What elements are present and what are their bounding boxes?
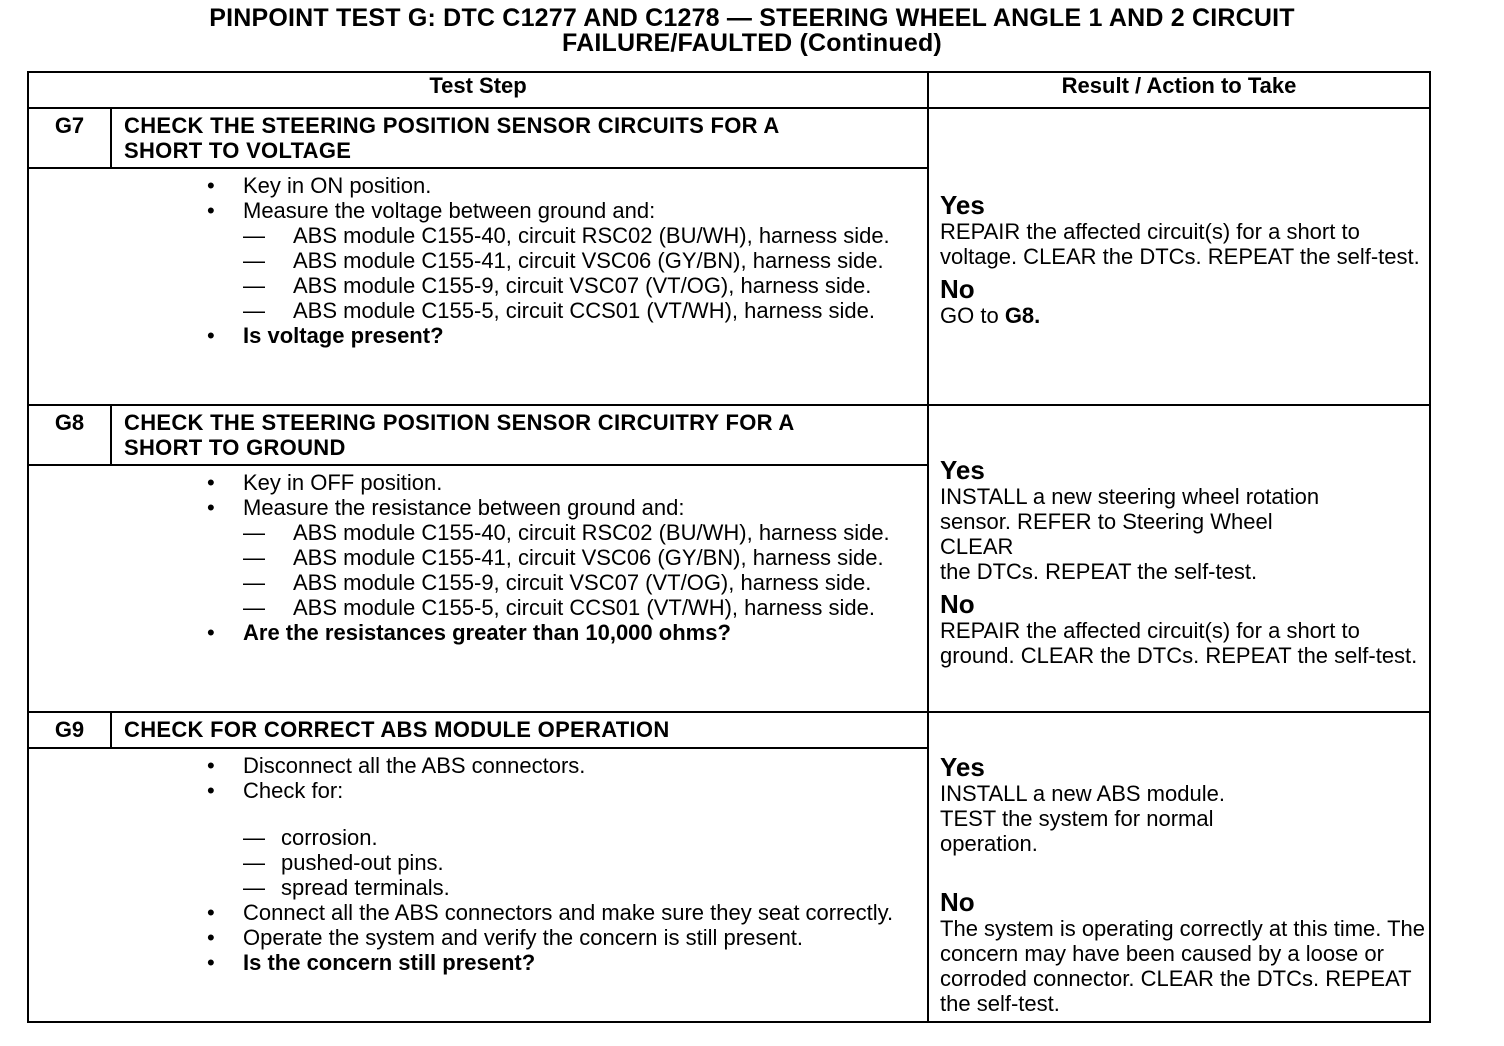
dash-marker: — — [243, 570, 265, 595]
page-title-line-1: PINPOINT TEST G: DTC C1277 AND C1278 — STEERING WHEEL ANGLE 1 AND 2 CIRCUIT — [209, 4, 1295, 32]
step-body-g9 — [111, 748, 928, 1022]
dash-marker: — — [243, 273, 265, 298]
bullet-marker: • — [207, 950, 215, 975]
list-item — [111, 495, 917, 520]
result-yes-text-g8 — [940, 484, 1425, 584]
bullet-marker: • — [207, 778, 215, 803]
list-item-text: Connect all the ABS connectors and make sure they seat correctly. — [243, 900, 894, 925]
dash-marker: — — [243, 298, 265, 323]
step-list-gap — [111, 803, 927, 825]
table-header-row — [28, 72, 1430, 108]
list-item — [111, 545, 917, 570]
bullet-marker: • — [207, 495, 215, 520]
list-item — [111, 470, 917, 495]
result-no-goto-g7: G8. — [1004, 303, 1041, 328]
list-item — [111, 778, 917, 803]
result-no-text-g7 — [940, 303, 1425, 328]
result-yes-text-g7: REPAIR the affected circuit(s) for a short to voltage. CLEAR the DTCs. REPEAT the self-test. — [940, 219, 1420, 269]
list-item-text: ABS module C155-41, circuit VSC06 (GY/BN), harness side. — [293, 248, 884, 273]
result-yes-line-1-g8: INSTALL a new steering wheel rotation — [940, 483, 1320, 509]
result-cell-g7 — [928, 108, 1430, 405]
list-item-text: Is voltage present? — [243, 323, 444, 348]
page-title-line-2: FAILURE/FAULTED (Continued) — [562, 29, 942, 57]
dash-marker: — — [243, 248, 265, 273]
list-item — [111, 753, 917, 778]
list-item-text: Operate the system and verify the concern is still present. — [243, 925, 804, 950]
list-item-text: ABS module C155-5, circuit CCS01 (VT/WH), harness side. — [293, 298, 875, 323]
list-item — [111, 950, 917, 975]
result-cell-g9 — [928, 712, 1430, 1022]
dash-marker: — — [243, 875, 265, 900]
step-list-g9-a — [111, 749, 927, 803]
result-yes-label-g9: Yes — [940, 752, 985, 782]
dash-marker: — — [243, 595, 265, 620]
result-yes-line-2-g9: TEST the system for normal — [940, 806, 1214, 831]
step-body-g7 — [111, 168, 928, 405]
list-item-text: Key in OFF position. — [243, 470, 443, 495]
list-item — [111, 323, 917, 348]
list-item-text: ABS module C155-40, circuit RSC02 (BU/WH), harness side. — [293, 520, 890, 545]
list-item-text: Is the concern still present? — [243, 950, 536, 975]
result-no-label-g9: No — [940, 887, 975, 917]
page-title — [0, 6, 1504, 56]
list-item-text: ABS module C155-41, circuit VSC06 (GY/BN), harness side. — [293, 545, 884, 570]
dash-marker: — — [243, 545, 265, 570]
list-item-text: ABS module C155-9, circuit VSC07 (VT/OG), harness side. — [293, 570, 872, 595]
bullet-marker: • — [207, 470, 215, 495]
list-item — [111, 570, 917, 595]
result-yes-line-3-g8: CLEAR — [940, 533, 1014, 559]
pinpoint-test-table — [27, 71, 1431, 1023]
list-item-text: ABS module C155-5, circuit CCS01 (VT/WH), harness side. — [293, 595, 875, 620]
step-body-g8 — [111, 465, 928, 712]
list-item — [111, 875, 917, 900]
list-item-text: corrosion. — [281, 825, 378, 850]
step-title-row-g7 — [28, 108, 1430, 168]
list-item — [111, 198, 917, 223]
list-item — [111, 620, 917, 645]
step-title-row-g9 — [28, 712, 1430, 748]
result-no-label-g8: No — [940, 588, 975, 619]
list-item-text: ABS module C155-9, circuit VSC07 (VT/OG), harness side. — [293, 273, 872, 298]
step-list-g7 — [111, 169, 927, 348]
list-item — [111, 248, 917, 273]
dash-marker: — — [243, 520, 265, 545]
step-body-spacer-g9 — [28, 748, 111, 1022]
dash-marker: — — [243, 850, 265, 875]
list-item-text: spread terminals. — [281, 875, 450, 900]
list-item — [111, 850, 917, 875]
step-body-spacer-g8 — [28, 465, 111, 712]
step-title-g7-line-1: CHECK THE STEERING POSITION SENSOR CIRCUITS FOR A — [124, 113, 780, 138]
step-title-g8-line-1: CHECK THE STEERING POSITION SENSOR CIRCUITRY FOR A — [124, 410, 795, 435]
bullet-marker: • — [207, 173, 215, 198]
step-title-g9-line-1: CHECK FOR CORRECT ABS MODULE OPERATION — [124, 717, 670, 742]
result-no-text-g9: The system is operating correctly at this time. The concern may have been caused by a loose or corroded connector. CLEAR the DTCs. REPEAT the self-test. — [940, 916, 1426, 1016]
list-item — [111, 298, 917, 323]
result-yes-line-2-g8: sensor. REFER to Steering Wheel — [940, 508, 1273, 534]
list-item — [111, 520, 917, 545]
dash-marker: — — [243, 223, 265, 248]
bullet-marker: • — [207, 198, 215, 223]
step-title-row-g8 — [28, 405, 1430, 465]
result-no-text-g8: REPAIR the affected circuit(s) for a short to ground. CLEAR the DTCs. REPEAT the self-test. — [940, 617, 1418, 668]
result-no-label-g7: No — [940, 274, 975, 304]
list-item-text: Disconnect all the ABS connectors. — [243, 753, 586, 778]
list-item — [111, 173, 917, 198]
step-title-g8 — [111, 405, 928, 465]
list-item — [111, 825, 917, 850]
bullet-marker: • — [207, 753, 215, 778]
result-yes-text-g9 — [940, 781, 1425, 856]
bullet-marker: • — [207, 323, 215, 348]
bullet-marker: • — [207, 900, 215, 925]
step-id-g9: G9 — [28, 712, 111, 748]
step-title-g7 — [111, 108, 928, 168]
result-yes-label-g8: Yes — [940, 454, 985, 485]
step-title-g9 — [111, 712, 928, 748]
header-test-step: Test Step — [28, 72, 928, 108]
result-cell-g8 — [928, 405, 1430, 712]
result-yes-line-1-g9: INSTALL a new ABS module. — [940, 781, 1225, 806]
list-item-text: Check for: — [243, 778, 344, 803]
result-yes-line-3-g9: operation. — [940, 831, 1038, 856]
result-no-prefix-g7: GO to — [940, 303, 1005, 328]
step-body-spacer-g7 — [28, 168, 111, 405]
list-item — [111, 595, 917, 620]
list-item-text: ABS module C155-40, circuit RSC02 (BU/WH), harness side. — [293, 223, 890, 248]
dash-marker: — — [243, 825, 265, 850]
list-item — [111, 223, 917, 248]
list-item-text: pushed-out pins. — [281, 850, 444, 875]
list-item — [111, 925, 917, 950]
list-item — [111, 900, 917, 925]
step-id-g7: G7 — [28, 108, 111, 168]
list-item — [111, 273, 917, 298]
step-title-g8-line-2: SHORT TO GROUND — [124, 435, 346, 460]
bullet-marker: • — [207, 925, 215, 950]
list-item-text: Measure the resistance between ground and: — [243, 495, 685, 520]
list-item-text: Are the resistances greater than 10,000 ohms? — [243, 620, 731, 645]
result-yes-line-4-g8: the DTCs. REPEAT the self-test. — [940, 558, 1258, 584]
step-title-g7-line-2: SHORT TO VOLTAGE — [124, 138, 352, 163]
step-list-g8 — [111, 466, 927, 645]
list-item-text: Measure the voltage between ground and: — [243, 198, 656, 223]
list-item-text: Key in ON position. — [243, 173, 432, 198]
step-id-g8: G8 — [28, 405, 111, 465]
header-result: Result / Action to Take — [928, 72, 1430, 108]
step-list-g9-b — [111, 825, 927, 975]
bullet-marker: • — [207, 620, 215, 645]
result-yes-label-g7: Yes — [940, 190, 985, 220]
